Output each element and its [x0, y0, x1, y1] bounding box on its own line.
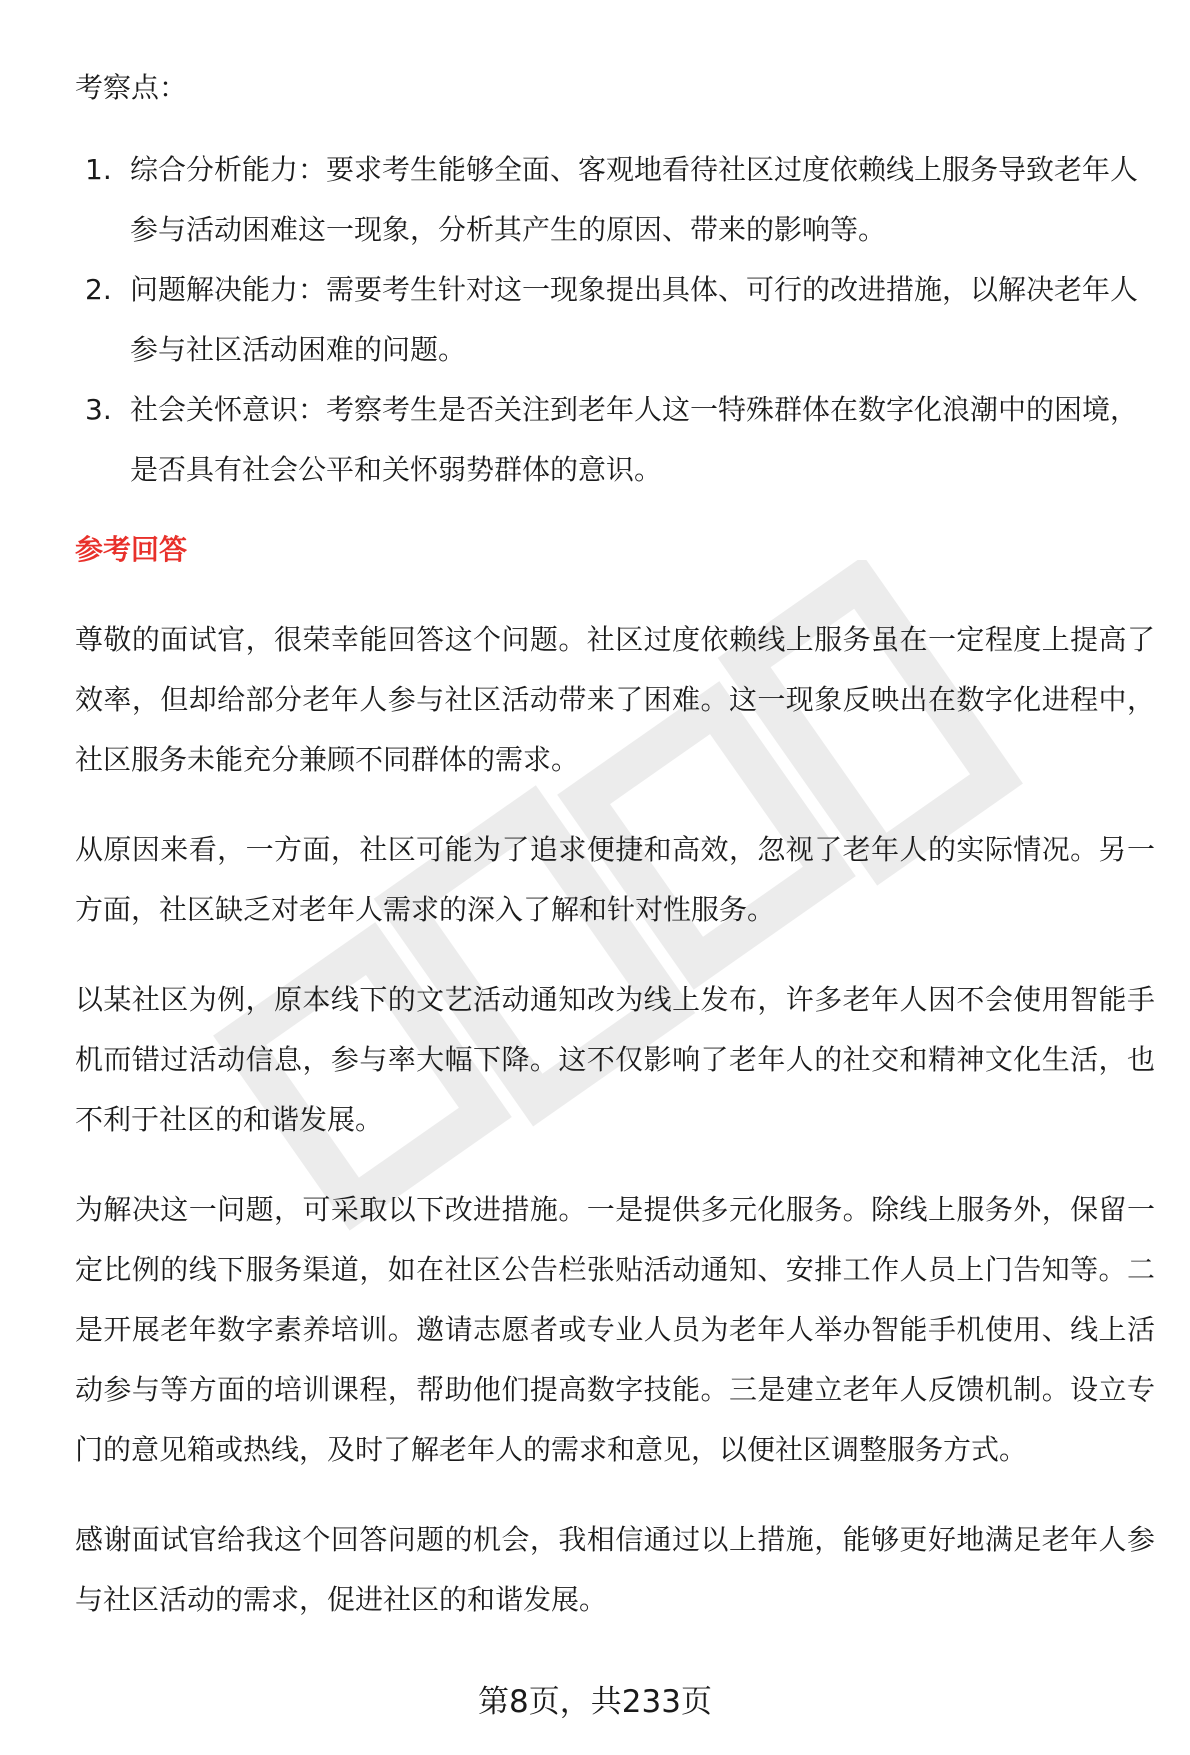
exam-points-label: 考察点： [75, 71, 188, 104]
main-content [75, 58, 1155, 1630]
answer-paragraph: 从原因来看，一方面，社区可能为了追求便捷和高效，忽视了老年人的实际情况。另一方面，社区缺乏对老年人需求的深入了解和针对性服务。 [75, 833, 1155, 926]
list-item-text: 社会关怀意识：考察考生是否关注到老年人这一特殊群体在数字化浪潮中的困境，是否具有社会公平和关怀弱势群体的意识。 [130, 393, 1139, 486]
list-item [75, 380, 1155, 500]
answer-paragraph: 感谢面试官给我这个回答问题的机会，我相信通过以上措施，能够更好地满足老年人参与社区活动的需求，促进社区的和谐发展。 [75, 1523, 1155, 1616]
list-item-number: 2. [85, 273, 112, 306]
list-item-text: 问题解决能力：需要考生针对这一现象提出具体、可行的改进措施，以解决老年人参与社区活动困难的问题。 [130, 273, 1139, 366]
list-item-text: 综合分析能力：要求考生能够全面、客观地看待社区过度依赖线上服务导致老年人参与活动困难这一现象，分析其产生的原因、带来的影响等。 [130, 153, 1139, 246]
answer-paragraph: 为解决这一问题，可采取以下改进措施。一是提供多元化服务。除线上服务外，保留一定比例的线下服务渠道，如在社区公告栏张贴活动通知、安排工作人员上门告知等。二是开展老年数字素养培训。邀请志愿者或专业人员为老年人举办智能手机使用、线上活动参与等方面的培训课程，帮助他们提高数字技能。三是建立老年人反馈机制。设立专门的意见箱或热线，及时了解老年人的需求和意见，以便社区调整服务方式。 [75, 1193, 1155, 1466]
list-item-number: 1. [85, 153, 112, 186]
list-item [75, 260, 1155, 380]
answer-paragraph: 以某社区为例，原本线下的文艺活动通知改为线上发布，许多老年人因不会使用智能手机而错过活动信息，参与率大幅下降。这不仅影响了老年人的社交和精神文化生活，也不利于社区的和谐发展。 [75, 983, 1155, 1136]
answer-paragraph: 尊敬的面试官，很荣幸能回答这个问题。社区过度依赖线上服务虽在一定程度上提高了效率，但却给部分老年人参与社区活动带来了困难。这一现象反映出在数字化进程中，社区服务未能充分兼顾不同群体的需求。 [75, 623, 1155, 776]
list-item-number: 3. [85, 393, 112, 426]
exam-points-list [75, 140, 1155, 500]
page-number: 第8页，共233页 [478, 1684, 712, 1720]
reference-answer-title: 参考回答 [75, 533, 188, 566]
list-item [75, 140, 1155, 260]
